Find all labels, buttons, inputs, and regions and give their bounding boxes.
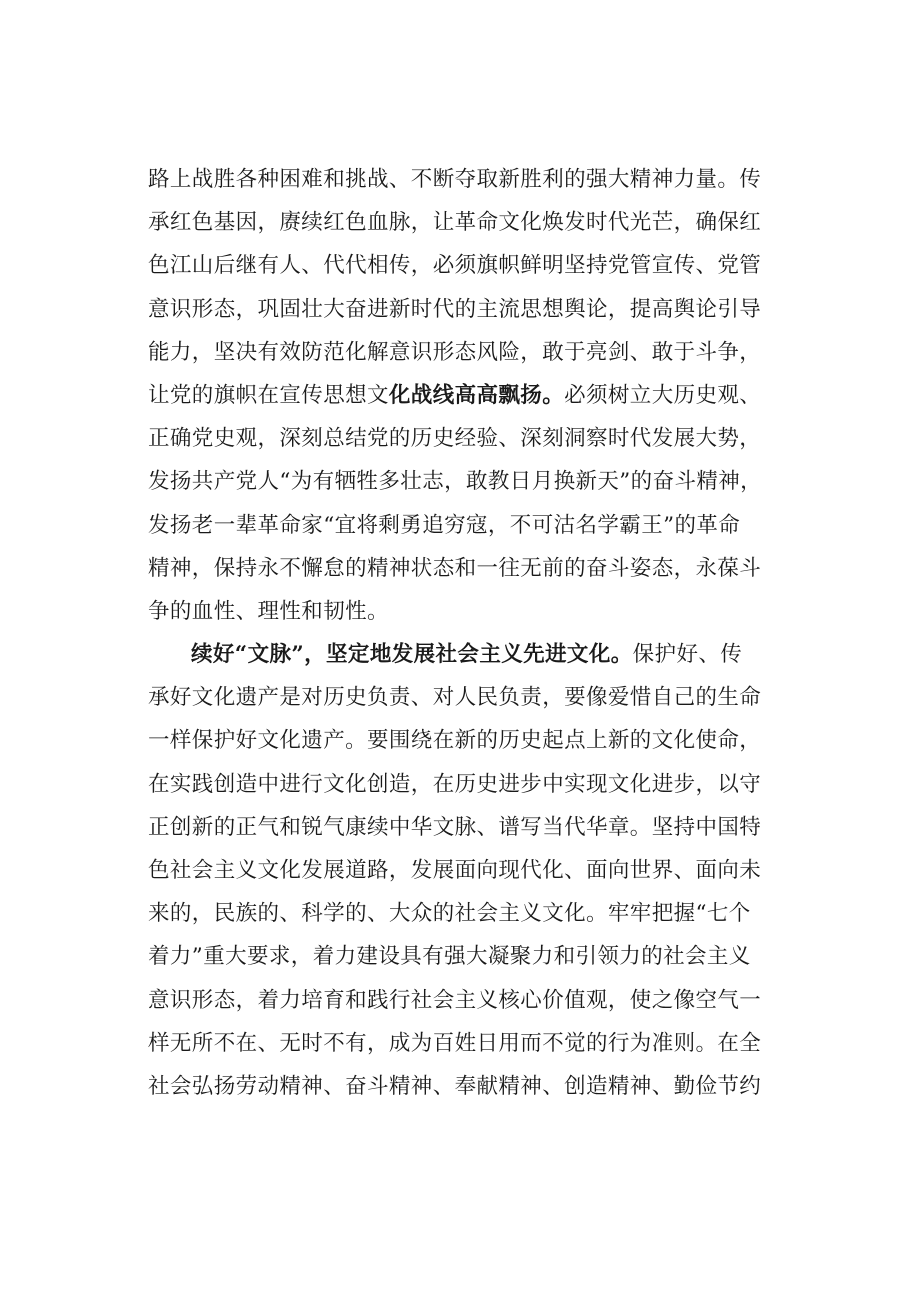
text-line — [148, 460, 808, 503]
text-segment: 色江山后继有人、代代相传，必须旗帜鲜明坚持党管宣传、党管 — [148, 253, 762, 279]
text-line — [148, 547, 808, 590]
text-line — [148, 633, 808, 676]
text-segment: 争的血性、理性和韧性。 — [148, 598, 389, 624]
text-segment: 正确党史观，深刻总结党的历史经验、深刻洞察时代发展大势， — [148, 426, 762, 452]
text-segment: 着力”重大要求，着力建设具有强大凝聚力和引领力的社会主义 — [148, 944, 751, 970]
text-segment: 一样保护好文化遗产。要围绕在新的历史起点上新的文化使命， — [148, 728, 762, 754]
text-segment: 必须树立大历史观、 — [564, 382, 762, 408]
text-line — [148, 892, 808, 935]
text-line — [148, 244, 808, 287]
body-text — [148, 158, 808, 1108]
text-line — [148, 590, 808, 633]
text-segment: 让党的旗帜在宣传思想文 — [148, 382, 389, 408]
text-line — [148, 806, 808, 849]
text-line — [148, 201, 808, 244]
text-segment: 路上战胜各种困难和挑战、不断夺取新胜利的强大精神力量。传 — [148, 167, 762, 192]
text-line — [148, 676, 808, 719]
text-line — [148, 719, 808, 762]
text-line — [148, 935, 808, 978]
text-line — [148, 849, 808, 892]
bold-text-segment: 化战线高高飘扬。 — [388, 382, 565, 408]
text-segment: 发扬共产党人“为有牺牲多壮志，敢教日月换新天”的奋斗精神， — [148, 469, 763, 495]
text-line — [148, 763, 808, 806]
text-segment: 承红色基因，赓续红色血脉，让革命文化焕发时代光芒，确保红 — [148, 210, 762, 236]
text-segment: 正创新的正气和锐气康续中华文脉、谱写当代华章。坚持中国特 — [148, 814, 762, 840]
text-line — [148, 1022, 808, 1065]
text-segment: 承好文化遗产是对历史负责、对人民负责，要像爱惜自己的生命 — [148, 685, 762, 711]
text-line — [148, 374, 808, 417]
text-segment: 样无所不在、无时不有，成为百姓日用而不觉的行为准则。在全 — [148, 1030, 762, 1056]
text-segment: 社会弘扬劳动精神、奋斗精神、奉献精神、创造精神、勤俭节约 — [148, 1073, 762, 1099]
text-segment: 在实践创造中进行文化创造，在历史进步中实现文化进步，以守 — [148, 771, 762, 797]
text-line — [148, 504, 808, 547]
text-segment: 精神，保持永不懈怠的精神状态和一往无前的奋斗姿态，永葆斗 — [148, 555, 762, 581]
text-segment: 能力，坚决有效防范化解意识形态风险，敢于亮剑、敢于斗争， — [148, 339, 762, 365]
text-line — [148, 288, 808, 331]
bold-text-segment: 续好“文脉”，坚定地发展社会主义先进文化。 — [191, 642, 633, 668]
text-segment: 色社会主义文化发展道路，发展面向现代化、面向世界、面向未 — [148, 858, 762, 883]
text-line — [148, 331, 808, 374]
text-segment: 发扬老一辈革命家“宜将剩勇追穷寇，不可沽名学霸王”的革命 — [148, 512, 741, 538]
text-line — [148, 158, 808, 201]
text-line — [148, 1065, 808, 1108]
text-line — [148, 417, 808, 460]
text-line — [148, 979, 808, 1022]
text-segment: 保护好、传 — [632, 642, 743, 668]
text-segment: 意识形态，巩固壮大奋进新时代的主流思想舆论，提高舆论引导 — [148, 296, 762, 322]
text-segment: 来的，民族的、科学的、大众的社会主义文化。牢牢把握“七个 — [148, 901, 751, 927]
text-segment: 意识形态，着力培育和践行社会主义核心价值观，使之像空气一 — [148, 987, 762, 1013]
